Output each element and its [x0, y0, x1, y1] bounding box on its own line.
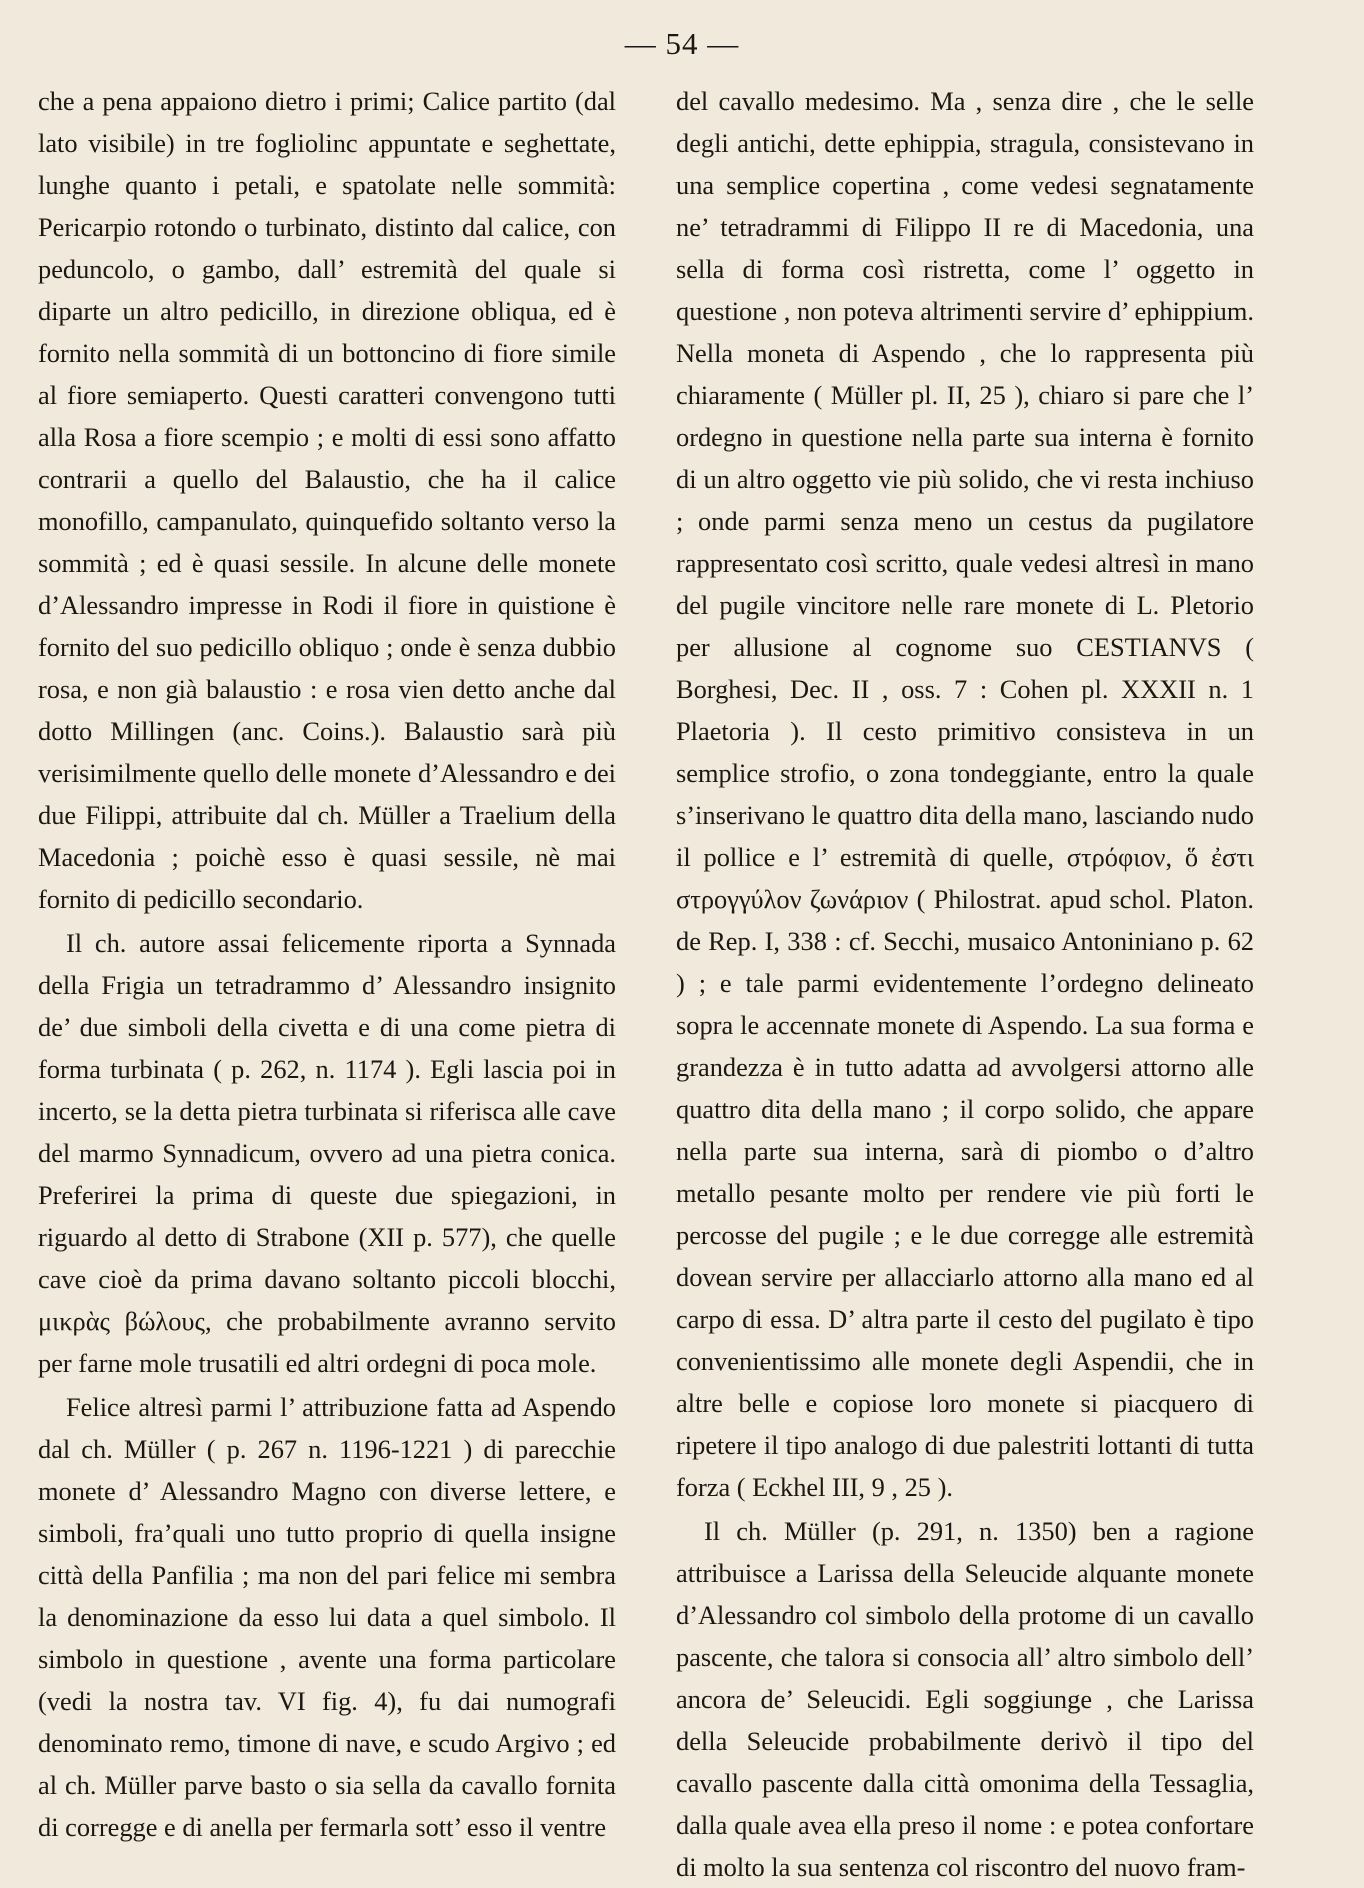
left-column — [38, 80, 616, 1848]
paragraph: Felice altresì parmi l’ attribuzione fatta ad Aspendo dal ch. Müller ( p. 267 n. 1196-1221 ) di parecchie monete d’ Alessandro Magno con diverse lettere, e simboli, fra’quali uno tutto proprio di quella insigne città della Panfilia ; ma non del pari felice mi sembra la denominazione da esso lui data a quel simbolo. Il simbolo in questione , avente una forma particolare (vedi la nostra tav. VI fig. 4), fu dai numografi denominato remo, timone di nave, e scudo Argivo ; ed al ch. Müller parve basto o sia sella da cavallo fornita di corregge e di anella per fermarla sott’ esso il ventre — [38, 1392, 616, 1842]
paragraph: Il ch. Müller (p. 291, n. 1350) ben a ragione attribuisce a Larissa della Seleucide alquante monete d’Alessandro col simbolo della protome di un cavallo pascente, che talora si consocia all’ altro simbolo dell’ ancora de’ Seleucidi. Egli soggiunge , che Larissa della Seleucide probabilmente derivò il tipo del cavallo pascente dalla città omonima della Tessaglia, dalla quale avea ella preso il nome : e potea confortare di molto la sua sentenza col riscontro del nuovo fram- — [676, 1516, 1254, 1882]
right-column — [676, 80, 1254, 1888]
paragraph: del cavallo medesimo. Ma , senza dire , che le selle degli antichi, dette ephippia, stragula, consistevano in una semplice copertina , come vedesi segnatamente ne’ tetradrammi di Filippo II re di Macedonia, una sella di forma così ristretta, come l’ oggetto in questione , non poteva altrimenti servire d’ ephippium. Nella moneta di Aspendo , che lo rappresenta più chiaramente ( Müller pl. II, 25 ), chiaro si pare che l’ ordegno in questione nella parte sua interna è fornito di un altro oggetto vie più solido, che vi resta inchiuso ; onde parmi senza meno un cestus da pugilatore rappresentato così scritto, quale vedesi altresì in mano del pugile vincitore nelle rare monete di L. Pletorio per allusione al cognome suo CESTIANVS ( Borghesi, Dec. II , oss. 7 : Cohen pl. XXXII n. 1 Plaetoria ). Il cesto primitivo consisteva in un semplice strofio, o zona tondeggiante, entro la quale s’inserivano le quattro dita della mano, lasciando nudo il pollice e l’ estremità di quelle, στρόφιον, ὅ ἐστι στρογγύλον ζωνάριον ( Philostrat. apud schol. Platon. de Rep. I, 338 : cf. Secchi, musaico Antoniniano p. 62 ) ; e tale parmi evidentemente l’ordegno delineato sopra le accennate monete di Aspendo. La sua forma e grandezza è in tutto adatta ad avvolgersi attorno alle quattro dita della mano ; il corpo solido, che appare nella parte sua interna, sarà di piombo o d’altro metallo pesante molto per rendere vie più forti le percosse del pugile ; e le due corregge alle estremità dovean servire per allacciarlo attorno alla mano ed al carpo di essa. D’ altra parte il cesto del pugilato è tipo convenientissimo alle monete degli Aspendii, che in altre belle e copiose loro monete si piacquero di ripetere il tipo analogo di due palestriti lottanti di tutta forza ( Eckhel III, 9 , 25 ). — [676, 86, 1254, 1502]
page-number: — 54 — — [624, 26, 740, 61]
paragraph: che a pena appaiono dietro i primi; Calice partito (dal lato visibile) in tre fogliolinc appuntate e seghettate, lunghe quanto i petali, e spatolate nelle sommità: Pericarpio rotondo o turbinato, distinto dal calice, con peduncolo, o gambo, dall’ estremità del quale si diparte un altro pedicillo, in direzione obliqua, ed è fornito nella sommità di un bottoncino di fiore simile al fiore semiaperto. Questi caratteri convengono tutti alla Rosa a fiore scempio ; e molti di essi sono affatto contrarii a quello del Balaustio, che ha il calice monofillo, campanulato, quinquefido soltanto verso la sommità ; ed è quasi sessile. In alcune delle monete d’Alessandro impresse in Rodi il fiore in quistione è fornito del suo pedicillo obliquo ; onde è senza dubbio rosa, e non già balaustio : e rosa vien detto anche dal dotto Millingen (anc. Coins.). Balaustio sarà più verisimilmente quello delle monete d’Alessandro e dei due Filippi, attribuite dal ch. Müller a Traelium della Macedonia ; poichè esso è quasi sessile, nè mai fornito di pedicillo secondario. — [38, 86, 616, 914]
paragraph: Il ch. autore assai felicemente riporta a Synnada della Frigia un tetradrammo d’ Alessandro insignito de’ due simboli della civetta e di una come pietra di forma turbinata ( p. 262, n. 1174 ). Egli lascia poi in incerto, se la detta pietra turbinata si riferisca alle cave del marmo Synnadicum, ovvero ad una pietra conica. Preferirei la prima di queste due spiegazioni, in riguardo al detto di Strabone (XII p. 577), che quelle cave cioè da prima davano soltanto piccoli blocchi, μικρὰς βώλους, che probabilmente avranno servito per farne mole trusatili ed altri ordegni di poca mole. — [38, 928, 616, 1378]
